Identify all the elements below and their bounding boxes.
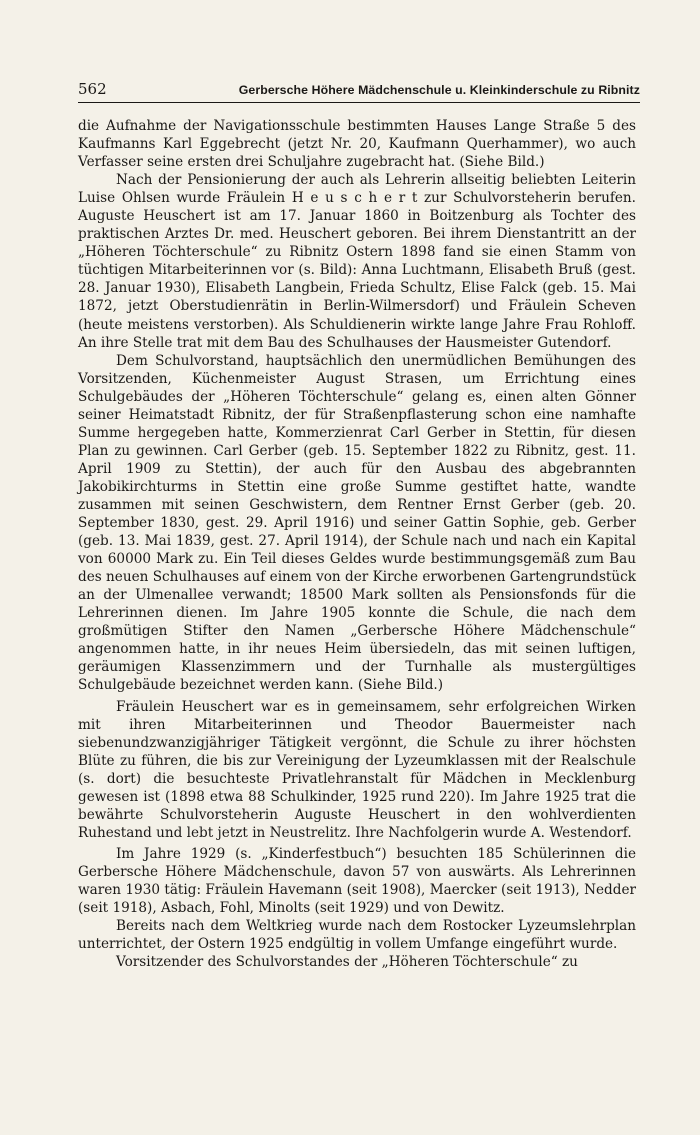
page-number: 562 [78, 80, 107, 98]
running-head: Gerbersche Höhere Mädchenschule u. Kleinkinderschule zu Ribnitz [238, 83, 640, 97]
body-text [78, 117, 636, 971]
paragraph-3: Dem Schulvorstand, hauptsächlich den unermüdlichen Bemühungen des Vorsitzenden, Küchenmeister August Strasen, um Errichtung eines Schulgebäudes der „Höheren Töchterschule“ gelang es, einen alten Gönner seiner Heimatstadt Ribnitz, der für Straßenpflasterung schon eine namhafte Summe hergegeben hatte, Kommerzienrat Carl Gerber in Stettin, für diesen Plan zu gewinnen. Carl Gerber (geb. 15. September 1822 zu Ribnitz, gest. 11. April 1909 zu Stettin), der auch für den Ausbau des abgebrannten Jakobikirchturms in Stettin eine große Summe gestiftet hatte, wandte zusammen mit seinen Geschwistern, dem Rentner Ernst Gerber (geb. 20. September 1830, gest. 29. April 1916) und seiner Gattin Sophie, geb. Gerber (geb. 13. Mai 1839, gest. 27. April 1914), der Schule nach und nach ein Kapital von 60000 Mark zu. Ein Teil dieses Geldes wurde bestimmungsgemäß zum Bau des neuen Schulhauses auf einem von der Kirche erworbenen Gartengrundstück an der Ulmenallee verwandt; 18500 Mark sollten als Pensionsfonds für die Lehrerinnen dienen. Im Jahre 1905 konnte die Schule, die nach dem großmütigen Stifter den Namen „Gerbersche Höhere Mädchenschule“ angenommen hatte, in ihr neues Heim übersiedeln, das mit seinen luftigen, geräumigen Klassenzimmern und der Turnhalle als mustergültiges Schulgebäude bezeichnet werden kann. (Siehe Bild.) [78, 352, 636, 694]
paragraph-1: die Aufnahme der Navigationsschule bestimmten Hauses Lange Straße 5 des Kaufmanns Karl Eggebrecht (jetzt Nr. 20, Kaufmann Querhammer), wo auch Verfasser seine ersten drei Schuljahre zugebracht hat. (Siehe Bild.) [78, 118, 636, 171]
paragraph-2: Nach der Pensionierung der auch als Lehrerin allseitig beliebten Leiterin Luise Ohlsen wurde Fräulein H e u s c h e r t zur Schulvorsteherin berufen. Auguste Heuschert ist am 17. Januar 1860 in Boitzenburg als Tochter des praktischen Arztes Dr. med. Heuschert geboren. Bei ihrem Dienstantritt an der „Höheren Töchterschule“ zu Ribnitz Ostern 1898 fand sie einen Stamm von tüchtigen Mitarbeiterinnen vor (s. Bild): Anna Luchtmann, Elisabeth Bruß (gest. 28. Januar 1930), Elisabeth Langbein, Frieda Schultz, Elise Falck (geb. 15. Mai 1872, jetzt Oberstudienrätin in Berlin-Wilmersdorf) und Fräulein Scheven (heute meistens verstorben). Als Schuldienerin wirkte lange Jahre Frau Rohloff. An ihre Stelle trat mit dem Bau des Schulhauses der Hausmeister Gutendorf. [78, 172, 636, 351]
page-header [78, 80, 640, 98]
paragraph-7: Vorsitzender des Schulvorstandes der „Höheren Töchterschule“ zu [116, 954, 578, 971]
paragraph-5: Im Jahre 1929 (s. „Kinderfestbuch“) besuchten 185 Schülerinnen die Gerbersche Höhere Mädchenschule, davon 57 von auswärts. Als Lehrerinnen waren 1930 tätig: Fräulein Havemann (seit 1908), Maercker (seit 1913), Nedder (seit 1918), Asbach, Fohl, Minolts (seit 1929) und von Dewitz. [78, 845, 636, 917]
paragraph-6: Bereits nach dem Weltkrieg wurde nach dem Rostocker Lyzeumslehrplan unterrichtet, der Ostern 1925 endgültig in vollem Umfange eingeführt wurde. [78, 918, 636, 953]
paragraph-4: Fräulein Heuschert war es in gemeinsamem, sehr erfolgreichen Wirken mit ihren Mitarbeiterinnen und Theodor Bauermeister nach siebenundzwanzigjähriger Tätigkeit vergönnt, die Schule zu ihrer höchsten Blüte zu führen, die bis zur Vereinigung der Lyzeumklassen mit der Realschule (s. dort) die besuchteste Privatlehranstalt für Mädchen in Mecklenburg gewesen ist (1898 etwa 88 Schulkinder, 1925 rund 220). Im Jahre 1925 trat die bewährte Schulvorsteherin Auguste Heuschert in den wohlverdienten Ruhestand und lebt jetzt in Neustrelitz. Ihre Nachfolgerin wurde A. Westendorf. [78, 698, 636, 841]
header-rule [78, 102, 640, 103]
